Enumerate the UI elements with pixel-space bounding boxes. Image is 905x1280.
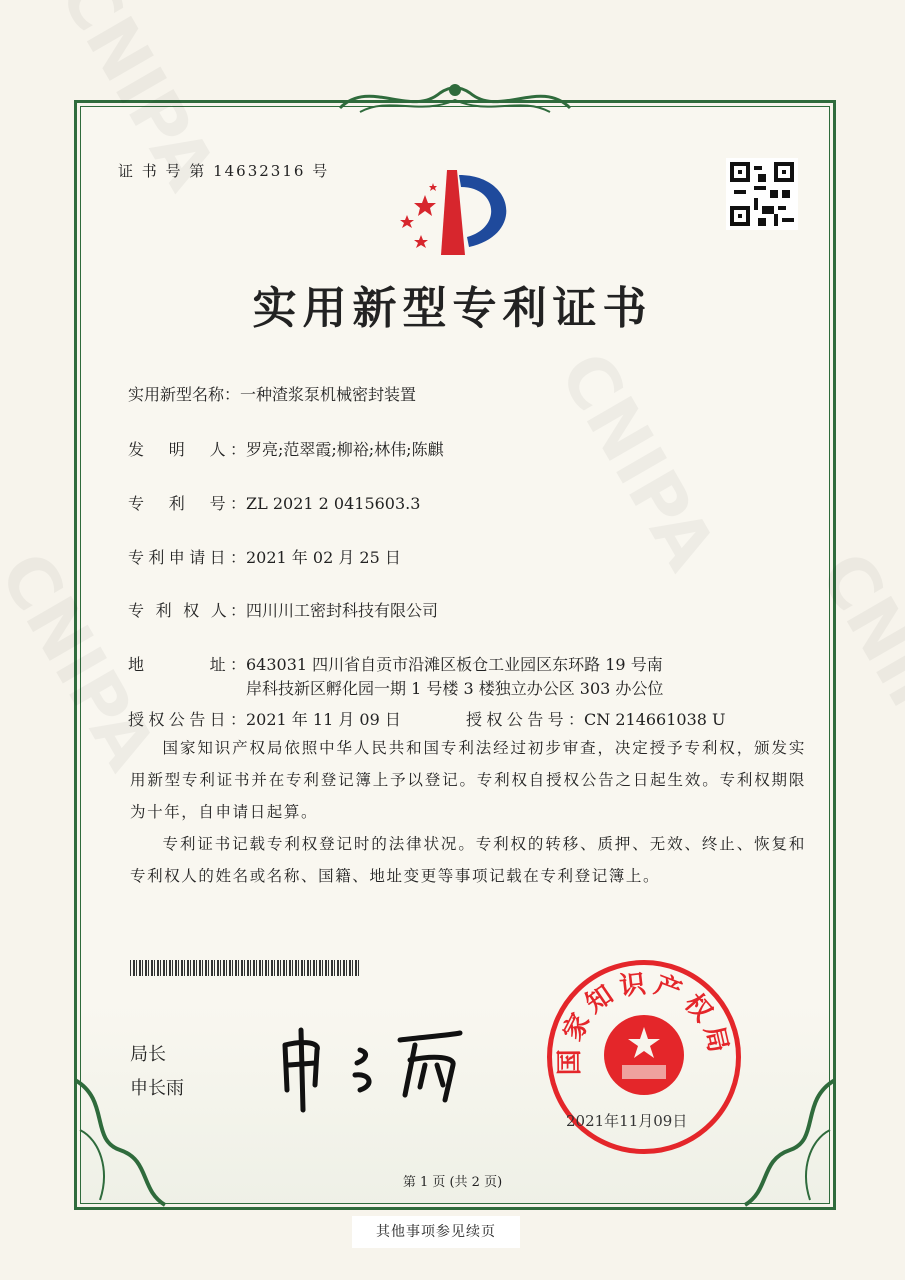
seal-date: 2021年11月09日 — [566, 1112, 688, 1130]
signatory-title: 局长 — [130, 1044, 166, 1065]
svg-text:国家知识产权局: 国家知识产权局 — [554, 968, 735, 1076]
cnipa-logo — [385, 165, 525, 260]
field-grant-date — [128, 707, 401, 730]
field-label: 授权公告号： — [466, 710, 584, 729]
field-value: 2021 年 02 月 25 日 — [246, 548, 401, 567]
field-address — [128, 652, 663, 675]
field-value: ZL 2021 2 0415603.3 — [246, 494, 421, 513]
field-value: 罗亮;范翠霞;柳裕;林伟;陈麒 — [246, 440, 444, 459]
field-label: 授权公告日： — [128, 710, 246, 729]
field-patentee — [128, 598, 438, 621]
statement-paragraph: 国家知识产权局依照中华人民共和国专利法经过初步审查，决定授予专利权，颁发实用新型专利证书并在专利登记簿上予以登记。专利权自授权公告之日起生效。专利权期限为十年，自申请日起算。 — [130, 739, 806, 821]
certificate-number: 证 书 号 第 14632316 号 — [118, 162, 330, 180]
page-indicator: 第 1 页 (共 2 页) — [402, 1175, 503, 1190]
field-value: 2021 年 11 月 09 日 — [246, 710, 401, 729]
field-label: 专 利 号： — [128, 494, 246, 513]
field-application-date — [128, 545, 401, 568]
field-label: 发 明 人： — [128, 440, 246, 459]
field-label: 专利申请日： — [128, 548, 246, 567]
qr-code — [726, 158, 798, 230]
field-value: 四川川工密封科技有限公司 — [246, 601, 439, 620]
field-value: 643031 四川省自贡市沿滩区板仓工业园区东环路 19 号南 — [246, 655, 663, 674]
handwritten-signature — [275, 1015, 475, 1115]
statement-paragraph: 专利证书记载专利权登记时的法律状况。专利权的转移、质押、无效、终止、恢复和专利权人的姓名或名称、国籍、地址变更等事项记载在专利登记簿上。 — [130, 835, 806, 885]
ornament-top — [330, 78, 580, 122]
continuation-note: 其他事项参见续页 — [352, 1216, 520, 1248]
field-grant-number — [466, 707, 726, 730]
barcode — [130, 960, 360, 976]
signatory-name: 申长雨 — [130, 1078, 184, 1099]
field-label: 专 利 权 人： — [128, 601, 246, 620]
field-label: 地 址： — [128, 655, 246, 674]
field-value: CN 214661038 U — [584, 710, 726, 729]
certificate-title: 实用新型专利证书 — [252, 283, 653, 334]
field-utility-model-name — [128, 382, 416, 405]
field-label: 实用新型名称： — [128, 385, 241, 404]
field-address-line2: 岸科技新区孵化园一期 1 号楼 3 楼独立办公区 303 办公位 — [246, 679, 664, 698]
field-value: 一种渣浆泵机械密封装置 — [240, 385, 417, 404]
field-patent-number — [128, 491, 420, 514]
field-inventors — [128, 437, 444, 460]
